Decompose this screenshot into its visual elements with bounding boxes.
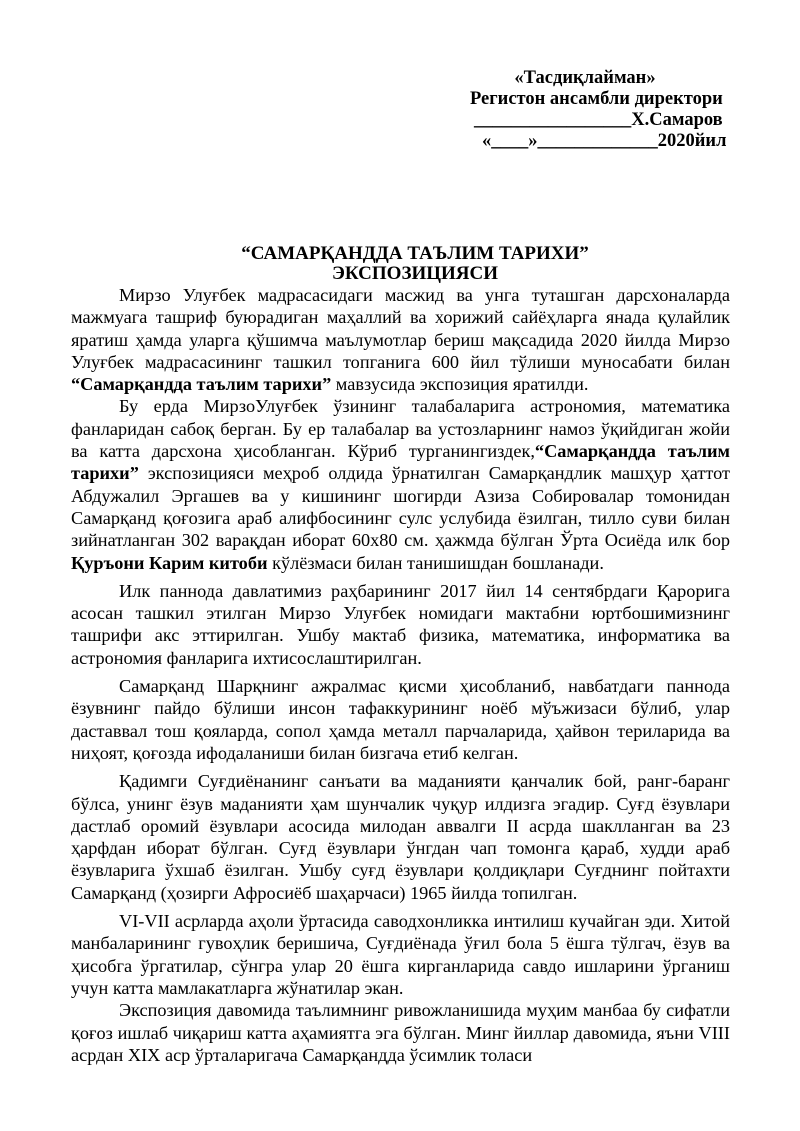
title-line-1: “САМАРҚАНДДА ТАЪЛИМ ТАРИХИ” <box>241 243 589 264</box>
paragraph-7: Экспозиция давомида таълимнинг ривожланишида муҳим манбаа бу сифатли қоғоз ишлаб чиқариш катта аҳамиятга эга бўлган. Минг йиллар давомида, яъни VIII асрдан XIX аср ўрталаригача Самарқандда ўсимлик толаси <box>71 1000 730 1065</box>
paragraph-2-bold-2: Қуръони Карим китоби <box>71 552 268 573</box>
paragraph-1-text: Мирзо Улуғбек мадрасасидаги масжид ва унга туташган дарсхоналарда мажмуага ташриф буюрадиган маҳаллий ва хорижий сайёҳларга янада қулайлик яратиш ҳамда уларга қўшимча маълумотлар бериш мақсадида 2020 йилда Мирзо Улуғбек мадрасасининг ташкил топганига 600 йил тўлиши муносабати билан <box>71 285 730 372</box>
document-body <box>71 284 730 1072</box>
approval-signature-line: _________________Х.Самаров <box>474 110 723 130</box>
paragraph-1 <box>71 284 730 395</box>
paragraph-4: Самарқанд Шарқнинг ажралмас қисми ҳисобланиб, навбатдаги паннода ёзувнинг пайдо бўлиши инсон тафаккурининг ноёб мўъжизаси бўлиб, улар даставвал тош қояларда, сопол ҳамда металл парчаларида, ҳайвон териларида ва ниҳоят, қоғозда ифодаланиши билан бизгача етиб келган. <box>71 676 730 763</box>
paragraph-2-text: Бу ерда МирзоУлуғбек ўзининг талабаларига астрономия, математика фанларидан сабоқ берган. Бу ер талабалар ва устозларнинг намоз ўқийдиган жойи ва катта дарсхона ҳисобланган. Кўриб турганингиздек, <box>71 396 730 462</box>
paragraph-2-middle: экспозицияси меҳроб олдида ўрнатилган Самарқандлик машҳур ҳаттот Абдужалил Эргашев ва у кишининг шогирди Азиза Собировалар томонидан Самарқанд қоғозига араб алифбосининг сулс услубида ёзилган, тилло суви билан зийнатланган 302 варақдан иборат 60х80 см. ҳажмда бўлган Ўрта Осиёда илк бор <box>71 463 730 551</box>
paragraph-1-tail: мавзусида экспозиция яратилди. <box>331 374 589 395</box>
approval-heading: «Тасдиқлайман» <box>514 68 656 88</box>
document-title <box>95 244 735 284</box>
paragraph-2-tail: кўлёзмаси билан танишишдан бошланади. <box>267 552 604 573</box>
approval-block <box>470 68 740 152</box>
paragraph-5: Қадимги Суғдиёнанинг санъати ва маданияти қанчалик бой, ранг-баранг бўлса, унинг ёзув маданияти ҳам шунчалик чуқур илдизга эгадир. Суғд ёзувлари дастлаб оромий ёзувлари асосида милодан аввалги II асрда шаклланган ва 23 ҳарфдан иборат бўлган. Суғд ёзувлари ўнгдан чап томонга қараб, худди араб ёзувларига ўхшаб ёзилган. Ушбу суғд ёзувлари қолдиқлари Суғднинг пойтахти Самарқанд (ҳозирги Афросиёб шаҳарчаси) 1965 йилда топилган. <box>71 771 730 903</box>
paragraph-1-bold: “Самарқандда таълим тарихи” <box>71 374 332 395</box>
approval-date-line: «____»_____________2020йил <box>482 131 727 151</box>
paragraph-3: Илк паннода давлатимиз раҳбарининг 2017 йил 14 сентябрдаги Қарорига асосан ташкил этилган Мирзо Улуғбек номидаги мактабни юртбошимизнинг ташрифи акс эттирилган. Ушбу мактаб физика, математика, информатика ва астрономия фанларига ихтисослаштирилган. <box>71 580 730 668</box>
title-line-2: ЭКСПОЗИЦИЯСИ <box>331 263 499 284</box>
paragraph-2-bold: “Самарқандда таълим тарихи” <box>71 441 730 484</box>
approval-position: Регистон ансамбли директори <box>470 89 723 109</box>
paragraph-6: VI-VII асрларда аҳоли ўртасида саводхонликка интилиш кучайган эди. Хитой манбаларининг гувоҳлик беришича, Суғдиёнада ўғил бола 5 ёшга тўлгач, ёзув ва ҳисобга ўргатилар, сўнгра улар 20 ёшга кирганларида савдо ишларини ўрганиш учун катта мамлакатларга жўнатилар экан. <box>71 911 730 998</box>
paragraph-2 <box>71 395 730 573</box>
